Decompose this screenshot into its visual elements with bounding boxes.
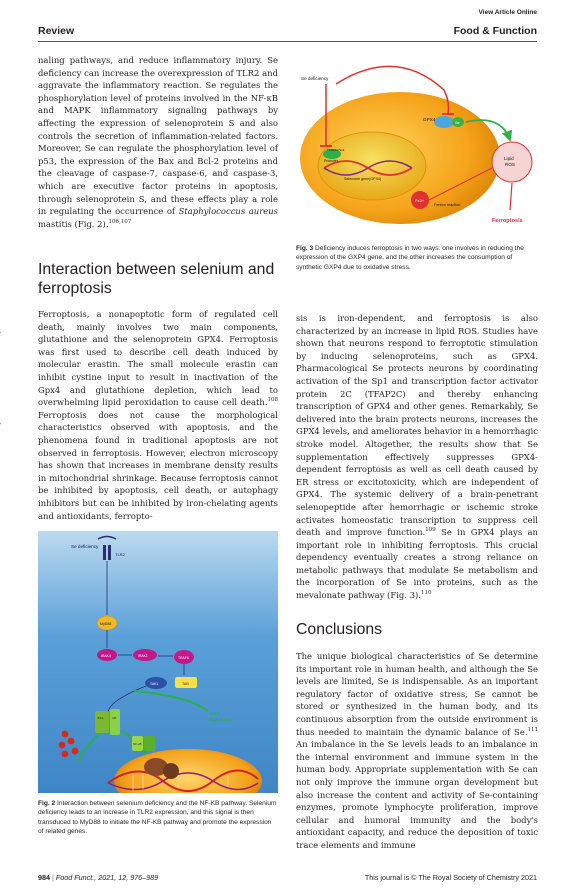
footer-left: 984 | Food Funct., 2021, 12, 976–989 — [38, 873, 159, 882]
conclusions-b: An imbalance in the Se levels leads to an imbalance in the internal environment and immune system in the human body. Appropriate supplementation with Se can not only improve the immune organ development but also increase the content and activity of Se-containing enzymes, promote lymphocyte proliferation, improve cellular and humoral immunity and the body's antioxidant capacity, and reduce the deposition of toxic trace elements and immune — [296, 739, 538, 850]
ferroptosis-paragraph-left — [38, 308, 278, 522]
ferroptosis-left-b: Ferroptosis does not cause the morphological characteristics observed with apoptosis, and the phenomena found in traditional apoptosis are not observed in ferroptosis. However, electron microscopy has shown that increases in membrane density results in mitochondrial shrinkage. Because ferroptosis cannot be inhibited by apoptosis, cell death, or autophagy inhibitors but can be inhibited by iron-chelating agents and antioxidants, ferropto- — [38, 409, 278, 521]
page-number: 984 — [38, 873, 50, 882]
fig2-ikk: IKKs — [97, 716, 104, 720]
fig2-tab: TAB — [182, 682, 189, 686]
ferroptosis-diagram — [296, 50, 538, 236]
ref-109[interactable]: 109 — [425, 527, 436, 534]
fig3-fe: Fe2+ — [415, 198, 425, 203]
nfkb-pathway-diagram — [38, 531, 278, 793]
conclusions-a: The unique biological characteristics of Se determine its important role in human health, and although the Se levels are limited, Se is indispensable. As an important regulatory factor of oxidative stress, Se cannot be stored or synthesized in the human body, and its continuous absorption from the outside environment is thus needed to maintain the dynamic balance of Se. — [296, 651, 538, 737]
fig3-caption-text: Deficiency induces ferroptosis in two ways: one involves in reducing the expression of the GXP4 gene, and the other increases the consumption of synthetic GXP4 due to oxidative stress. — [296, 245, 524, 271]
fig3-se-deficiency: Se deficiency — [301, 76, 329, 81]
fig2-irak1: IRAK1 — [138, 654, 148, 658]
ferroptosis-left-a: Ferroptosis, a nonapoptotic form of regulated cell death, mainly involves two main components, glutathione and the selenoprotein GPX4. Ferroptosis was first used to describe cell death induced by molecular erastin. The small molecule erastin can inhibit cystine input to result in inactivation of the Gpx4 and glutathione depletion, which lead to overwhelming lipid peroxidation to cause cell death. — [38, 309, 278, 408]
fig2-se-deficiency: Se deficiency — [71, 544, 99, 549]
fig3-caption — [296, 244, 538, 272]
footer-copyright: This journal is © The Royal Society of Chemistry 2021 — [364, 873, 537, 882]
section-title-ferroptosis: Interaction between selenium and ferroptosis — [38, 261, 275, 297]
fig2-tak1: TAK1 — [150, 682, 159, 686]
fig3-caption-label: Fig. 3 — [296, 245, 314, 252]
fig2-gene-expression-2: Expression — [209, 717, 233, 722]
intro-text: naling pathways, and reduce inflammatory injury. Se deficiency can increase the overexpression of TLR2 and aggravate the inflammatory reaction. Se regulates the phosphorylation level of proteins involved in the NF-κB and MAPK inflammatory signaling pathways by affecting the expression of selenoprotein S and also controls the secretion of inflammation-related factors. Moreover, Se can regulate the phosphorylation level of p53, the expression of the Bax and Bcl-2 proteins and the cleavage of caspase-7, caspase-6, and caspase-3, which are executive factor proteins in apoptosis, through selenoprotein S, and these effects play a role in regulating the occurrence of — [38, 55, 278, 217]
fig3-tfap2c: TFAP2C/Sp1 — [327, 148, 345, 152]
fig2-nfkb: NF-κB — [133, 742, 142, 746]
fig3-arrow-ferroptosis — [510, 183, 512, 210]
fig2-traf6: TRAF6 — [178, 656, 189, 660]
section-title-conclusions: Conclusions — [296, 621, 383, 638]
fig3-fenton: Fenton reaction — [434, 203, 461, 207]
ref-110[interactable]: 110 — [421, 590, 432, 597]
ferroptosis-right-a: sis is iron-dependent, and ferroptosis is also characterized by an increase in lipid ROS. Studies have shown that neurons respond to ferroptotic stimulation by inducing selenoproteins, such as GPX4. Pharmacological Se protects neurons by coordinating activation of the Sp1 and transcription factor activator protein 2C (TFAP2C) and thereby enhancing transcription of GPX4 and other genes. Remarkably, Se delivered into the brain protects neurons, increases the GPX4 levels, and ameliorates behavior in a hemorrhagic stroke model. Altogether, the results show that Se supplementation effectively suppresses GPX4-dependent ferroptosis as well as cell death caused by ER stress or excitotoxicity, which are independent of GPX4. The systemic delivery of a brain-penetrant selenopeptide after hemorrhagic or ischemic stroke activates homeostatic transcription to suppress cell death and improve function. — [296, 313, 538, 538]
fig3-promoter: Promoter — [324, 159, 338, 163]
fig3-ferroptosis: Ferroptosis — [492, 218, 523, 224]
section-label: Review — [38, 25, 75, 37]
fig2-irak4: IRAK4 — [101, 654, 111, 658]
fig3-ros: ROS — [505, 162, 515, 167]
intro-ref[interactable]: 106,107 — [108, 218, 132, 225]
ferroptosis-paragraph-right — [296, 312, 538, 602]
intro-paragraph — [38, 54, 278, 230]
side-note-text — [0, 207, 1, 600]
fig3-se: Se — [455, 121, 460, 125]
ferroptosis-right-b: Se in GPX4 plays an important role in inhibiting ferroptosis. This crucial dependency eventually creates a strong reliance on metabolic pathways that modulate Se metabolism and the incorporation of Se into proteins, such as the mevalonate pathway (Fig. 3). — [296, 527, 538, 601]
fig3-gpx4-node — [434, 116, 454, 128]
view-article-online-link[interactable]: View Article Online — [478, 9, 537, 16]
fig3-gene: Selenome gene(GPX4) — [344, 177, 382, 181]
figure-3 — [296, 50, 538, 236]
header-rule — [38, 41, 537, 42]
ref-111[interactable]: 111 — [527, 726, 538, 733]
conclusions-paragraph — [296, 650, 538, 852]
fig2-transcription-complex-2 — [163, 763, 179, 779]
fig2-caption — [38, 799, 278, 836]
journal-section: Food & Function — [453, 25, 537, 37]
intro-tail: mastitis (Fig. 2). — [38, 218, 109, 229]
fig2-gene-expression-1: Gene — [209, 711, 220, 716]
ikk-complex — [95, 709, 120, 735]
fig2-ikb: IκB — [112, 716, 117, 720]
fig2-caption-text: Interaction between selenium deficiency and the NF-KB pathway. Selenium deficiency leads to an increase in TLR2 expression, and this signal is then transduced to MyD88 to initiate the NF-KB pathway and promote the expression of related genes. — [38, 800, 277, 835]
fig2-myd88: MyD88 — [100, 622, 112, 626]
ref-108[interactable]: 108 — [267, 397, 278, 404]
side-note — [0, 120, 16, 620]
footer-citation: Food Funct., 2021, 12, 976–989 — [55, 873, 159, 882]
intro-italic: Staphylococcus aureus — [178, 206, 278, 217]
fig2-tlr2: TLR2 — [115, 552, 125, 557]
figure-2 — [38, 531, 278, 793]
fig3-gpx4: GPX4 — [423, 117, 436, 122]
fig2-caption-label: Fig. 2 — [38, 800, 56, 807]
fig3-lipid: Lipid — [504, 156, 514, 161]
